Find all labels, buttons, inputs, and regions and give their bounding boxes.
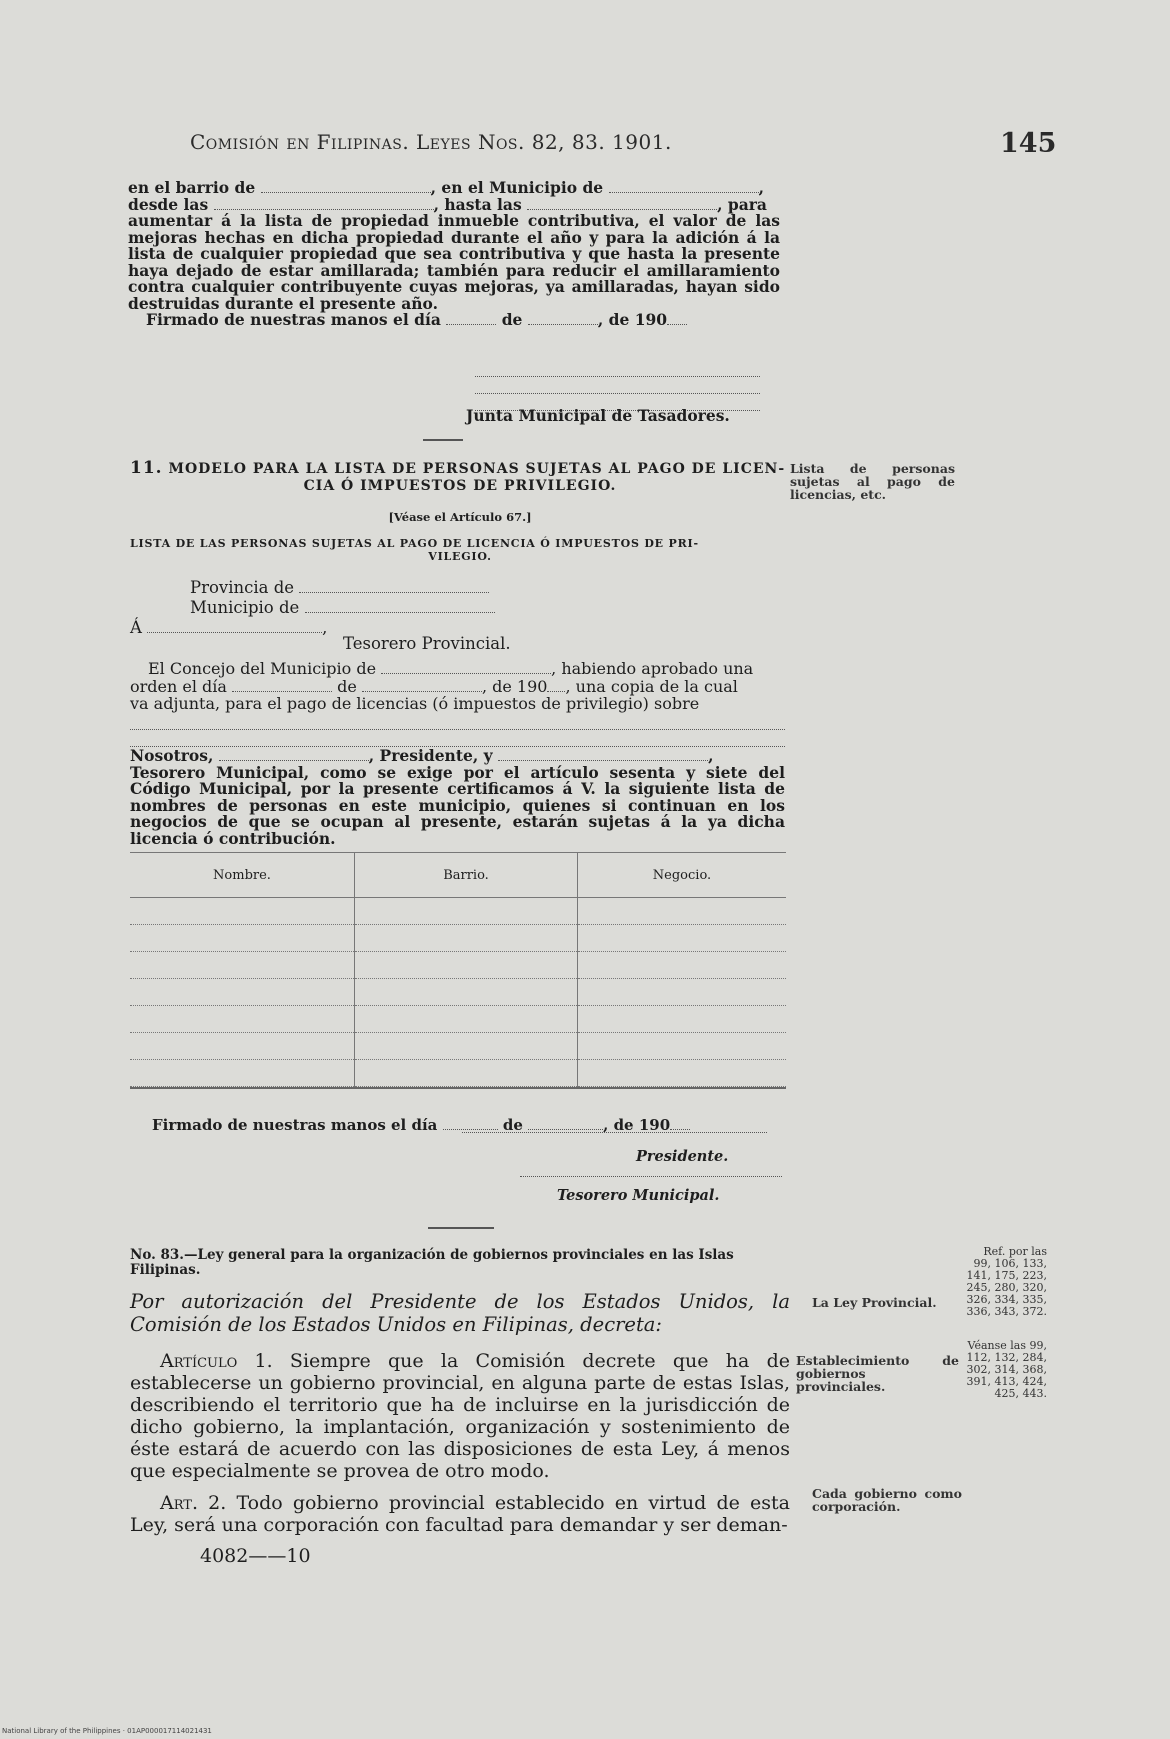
cell [355, 1033, 578, 1060]
form10-block [128, 180, 780, 329]
table-header-row [130, 853, 786, 898]
table-row [130, 979, 786, 1006]
nosotros-body: Tesorero Municipal, como se exige por el artículo sesenta y siete del Código Municipal, por la presente certificamos á V. la siguiente lista de nombres de personas en este municipio, quienes si continuan en los negocios de que se ocupan al presente, estarán sujetas á la ya dicha licencia ó contribución. [130, 762, 785, 848]
provincia-label: Provincia de [190, 578, 295, 597]
form11-title-line1: MODELO PARA LA LISTA DE PERSONAS SUJETAS AL PAGO DE LICEN- [168, 461, 786, 477]
signed-label: Firmado de nuestras manos el día [146, 310, 441, 329]
blank-line [261, 182, 431, 193]
cell [130, 1060, 355, 1087]
form11-number: 11. [130, 458, 163, 478]
orden-de-label: de [337, 676, 357, 696]
blank-line [609, 182, 759, 193]
form10-barrio-label: en el barrio de [128, 178, 256, 197]
adjunta-line: va adjunta, para el pago de licencias (ó impuestos de privilegio) sobre [130, 694, 700, 713]
col-barrio: Barrio. [355, 853, 578, 898]
municipio-label: Municipio de [190, 598, 300, 617]
form10-signature-lines [475, 360, 760, 411]
concejo-paragraph [130, 660, 785, 747]
blank-line [527, 199, 717, 210]
cell [130, 1006, 355, 1033]
tesorero-provincial: Tesorero Provincial. [343, 634, 511, 653]
cell [130, 979, 355, 1006]
presidente-label: Presidente. [636, 1148, 729, 1165]
signature-mark: 4082——10 [200, 1545, 311, 1567]
blank-line [547, 681, 565, 692]
page-number: 145 [1000, 128, 1057, 159]
nosotros-label: Nosotros, [130, 746, 214, 765]
art2-label: Art. 2. [160, 1492, 227, 1514]
list-title-line1: LISTA DE LAS PERSONAS SUJETAS AL PAGO DE LICENCIA Ó IMPUESTOS DE PRI- [130, 537, 699, 550]
blank-line [498, 750, 708, 761]
orden-year-label: , de 190 [481, 676, 548, 696]
form10-line1: en el barrio de , en el Municipio de , [128, 178, 764, 197]
art1-text: Siempre que la Comisión decrete que ha de establecerse un gobierno provincial, en alguna parte de estas Islas, describiendo el territorio que ha de incluirse en la jurisdicción de dicho gobierno, la implantación, organización y sostenimiento de éste estará de acuerdo con las disposiciones de esta Ley, á menos que especialmente se provea de otro modo. [130, 1350, 791, 1482]
form11-see-article: [Véase el Artículo 67.] [388, 510, 532, 524]
art2-paragraph [130, 1492, 790, 1536]
form10-para-label: , para [717, 194, 767, 214]
a-label: Á [130, 618, 142, 637]
cell [130, 952, 355, 979]
form11-a-line: Á , [130, 618, 328, 637]
cell [578, 898, 787, 925]
habiendo-label: , habiendo aprobado una [551, 659, 754, 678]
blank-line [670, 1119, 690, 1130]
tesorero-signature-line [520, 1176, 782, 1177]
blank-line [232, 681, 332, 692]
cell [578, 979, 787, 1006]
cell [355, 1060, 578, 1087]
table-row [130, 898, 786, 925]
table-row [130, 1060, 786, 1087]
cell [355, 898, 578, 925]
law83-preamble: Por autorización del Presidente de los Estados Unidos, la Comisión de los Estados Unidos en Filipinas, decreta: [130, 1290, 790, 1336]
blank-line [130, 730, 785, 747]
margin-veanse: Véanse las 99, 112, 132, 284, 302, 314, 368, 391, 413, 424, 425, 443. [966, 1339, 1047, 1400]
art1-label: Artículo 1. [160, 1350, 273, 1372]
margin-note-cada-gobierno: Cada gobierno como corporación. [812, 1486, 962, 1514]
cell [578, 925, 787, 952]
form10-municipio-label: , en el Municipio de [430, 178, 604, 197]
licencia-table [130, 853, 786, 1087]
tesorero-municipal-label: Tesorero Municipal. [557, 1187, 720, 1204]
blank-line [214, 199, 434, 210]
signed-label: Firmado de nuestras manos el día [152, 1116, 438, 1134]
signed-de-label: de [502, 1116, 523, 1134]
form11-title [130, 458, 790, 494]
concejo-label: El Concejo del Municipio de [148, 659, 377, 678]
provincia-line [190, 578, 495, 598]
margin-note-ley-provincial: La Ley Provincial. [812, 1295, 937, 1310]
cell [355, 925, 578, 952]
list-title-line2: VILEGIO. [428, 550, 492, 563]
form10-desde-label: desde las [128, 194, 209, 214]
nosotros-paragraph [130, 748, 785, 847]
blank-line [219, 750, 369, 761]
signed-year-label: , de 190 [603, 1116, 671, 1134]
cell [578, 1006, 787, 1033]
form10-signature-label: Junta Municipal de Tasadores. [466, 406, 730, 425]
table-row [130, 1006, 786, 1033]
form10-signed-line [128, 312, 780, 329]
form11-list-title [130, 537, 790, 563]
cell [130, 925, 355, 952]
signature-line [475, 377, 760, 394]
footer-credit: National Library of the Philippines · 01AP000017114021431 [2, 1727, 212, 1735]
signed-year-label: , de 190 [597, 310, 668, 329]
law83-heading: No. 83.—Ley general para la organización de gobiernos provinciales en las Islas Filipinas. [130, 1247, 734, 1278]
blank-line [305, 602, 495, 613]
blank-line [446, 314, 496, 325]
table-row [130, 952, 786, 979]
art1-paragraph [130, 1350, 790, 1482]
blank-line [299, 582, 489, 593]
cell [355, 952, 578, 979]
margin-note-establecimiento: Establecimiento de gobiernos provinciales. [796, 1353, 959, 1394]
margin-note-lista-personas: Lista de personas sujetas al pago de licencias, etc. [790, 461, 955, 502]
section-divider [423, 439, 463, 441]
signed-de-label: de [501, 310, 523, 329]
blank-line [667, 314, 687, 325]
cell [578, 1033, 787, 1060]
blank-line [362, 681, 482, 692]
form10-paragraph: aumentar á la lista de propiedad inmueble contributiva, el valor de las mejoras hechas en dicha propiedad durante el año y para la adición á la lista de cualquier propiedad que sea contributiva y que hasta la presente haya dejado de estar amillarada; también para reducir el amillaramiento contra cualquier contribuyente cuyas mejoras, ya amillaradas, hayan sido destruidas durante el presente año. [128, 211, 780, 313]
cell [355, 1006, 578, 1033]
concejo-line2 [130, 678, 785, 696]
cell [130, 1033, 355, 1060]
blank-line [528, 314, 598, 325]
blank-line [528, 1119, 603, 1130]
cell [578, 1060, 787, 1087]
blank-line [147, 622, 322, 633]
cell [578, 952, 787, 979]
col-nombre: Nombre. [130, 853, 355, 898]
running-title: Comisión en Filipinas. Leyes Nos. 82, 83. 1901. [190, 130, 672, 154]
municipio-line [190, 598, 495, 618]
concejo-line1 [130, 660, 785, 678]
blank-line [443, 1119, 498, 1130]
margin-ref-por: Ref. por las 99, 106, 133, 141, 175, 223, 245, 280, 320, 326, 334, 335, 336, 343, 372. [966, 1245, 1047, 1318]
art2-text: Todo gobierno provincial establecido en virtud de esta Ley, será una corporación con facultad para demandar y ser deman- [130, 1492, 790, 1536]
blank-line [381, 663, 551, 674]
presidente-y-label: , Presidente, y [368, 746, 493, 765]
signature-line [475, 360, 760, 377]
blank-line [130, 713, 785, 730]
section-divider [428, 1227, 494, 1229]
table-row [130, 1033, 786, 1060]
orden-label: orden el día [130, 676, 227, 696]
form11-title-line2: CIA Ó IMPUESTOS DE PRIVILEGIO. [303, 478, 617, 494]
orden-copia-label: , una copia de la cual [565, 676, 738, 696]
nosotros-line1: Nosotros, , Presidente, y , [130, 746, 714, 765]
cell [355, 979, 578, 1006]
form11-address-block [190, 578, 495, 618]
table-row [130, 925, 786, 952]
licencia-table-wrap [130, 852, 786, 1089]
col-negocio: Negocio. [578, 853, 787, 898]
cell [130, 898, 355, 925]
presidente-signature-line [462, 1132, 767, 1133]
form10-hasta-label: , hasta las [433, 194, 522, 214]
